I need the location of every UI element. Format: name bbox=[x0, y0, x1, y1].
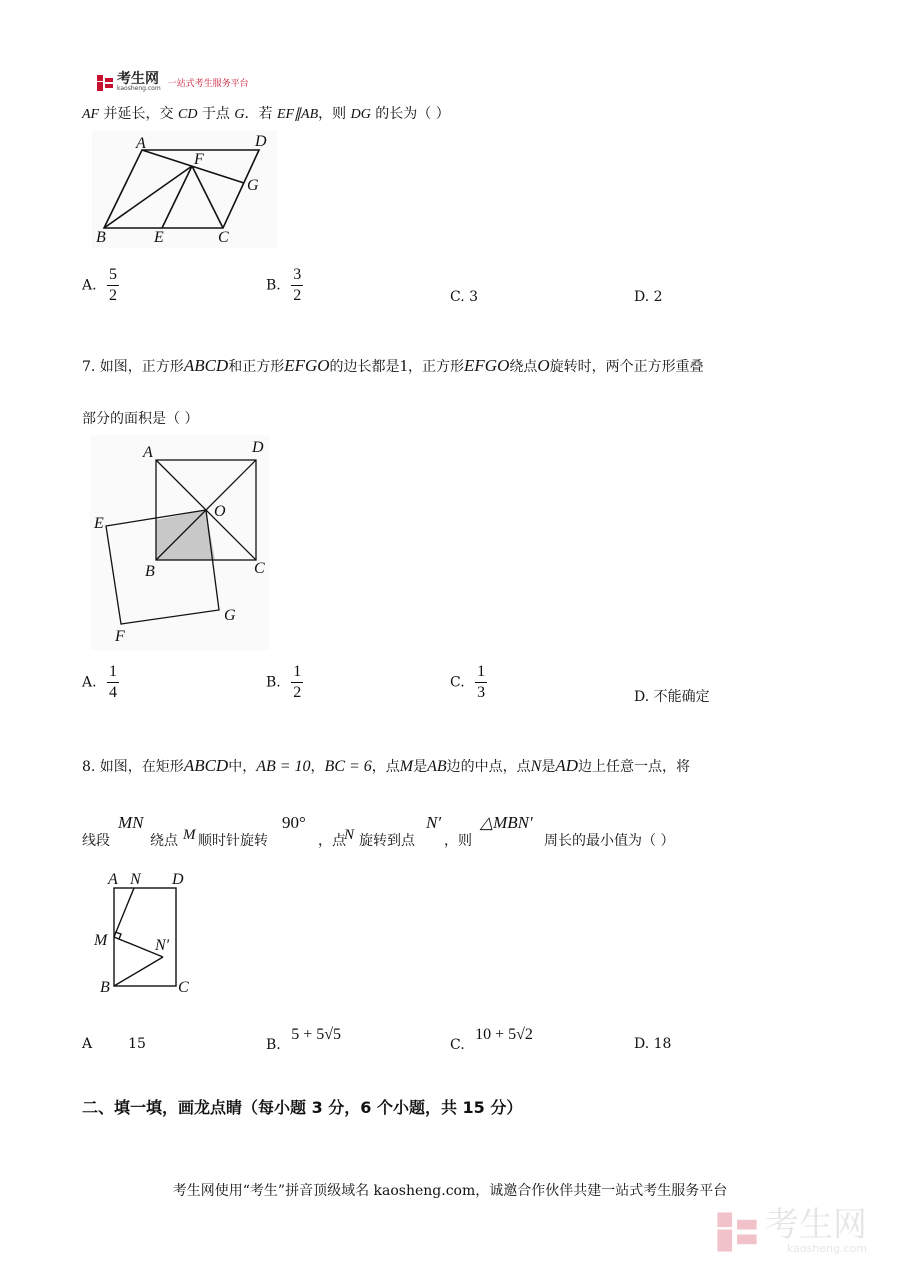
section-2-heading: 二、填一填，画龙点睛（每小题 3 分，6 个小题，共 15 分） bbox=[82, 1098, 523, 1117]
q7-label-G: G bbox=[224, 607, 236, 624]
q7-label-B: B bbox=[145, 563, 155, 580]
q8-label-C: C bbox=[178, 979, 189, 996]
q8-nprime: N′ bbox=[426, 813, 442, 832]
q7-label-C: C bbox=[254, 560, 265, 577]
q8-stem-line1: 8. 如图，在矩形ABCD中，AB = 10，BC = 6，点M是AB边的中点，点N是AD边上任意一点，将 bbox=[82, 756, 691, 775]
q8-stem-line2a: 线段 bbox=[82, 833, 110, 849]
q8-label-B: B bbox=[100, 979, 110, 996]
logo-domain: kaosheng.com bbox=[117, 85, 161, 92]
q6-text: AF 并延长，交 CD 于点 G．若 EF∥AB，则 DG 的长为（ ） bbox=[82, 106, 450, 122]
q8-figure bbox=[90, 866, 200, 996]
logo-name: 考生网 bbox=[117, 71, 159, 87]
q8-angle: 90° bbox=[282, 813, 306, 832]
q8-stem-line2m: 周长的最小值为（ ） bbox=[544, 833, 675, 849]
q8-label-D: D bbox=[172, 871, 184, 888]
q6-label-D: D bbox=[255, 133, 267, 150]
q8-label-A: A bbox=[108, 871, 118, 888]
q8-label-N: N bbox=[130, 871, 141, 888]
watermark-name: 考生网 bbox=[765, 1205, 867, 1245]
q7-label-E: E bbox=[94, 515, 104, 532]
q8-option-d[interactable]: D. 18 bbox=[634, 1036, 672, 1052]
q6-label-A: A bbox=[136, 135, 146, 152]
q6-label-F: F bbox=[194, 151, 204, 168]
q6-label-C: C bbox=[218, 229, 229, 246]
header-logo bbox=[96, 73, 249, 92]
q7-label-O: O bbox=[214, 503, 226, 520]
q7-option-a[interactable]: A. $\frac{1}{4}$ bbox=[82, 663, 118, 701]
q7-label-F: F bbox=[115, 628, 125, 645]
q8-option-c[interactable]: C. 10 + 5√2 bbox=[450, 1026, 533, 1053]
logo-icon bbox=[96, 74, 114, 92]
q8-n: N bbox=[344, 827, 355, 843]
q8-stem-line2g: ，点 bbox=[318, 833, 346, 849]
q8-stem-line2e: 顺时针旋转 bbox=[198, 833, 268, 849]
watermark-logo-icon bbox=[715, 1210, 759, 1254]
q8-option-b[interactable]: B. 5 + 5√5 bbox=[266, 1026, 342, 1053]
q6-option-c[interactable]: C. 3 bbox=[450, 289, 479, 305]
q7-option-d[interactable]: D. 不能确定 bbox=[634, 689, 710, 705]
q8-stem-line2i: 旋转到点 bbox=[359, 833, 415, 849]
footer-text: 考生网使用“考生”拼音顶级域名 kaosheng.com，诚邀合作伙伴共建一站式考生服务平台 bbox=[172, 1183, 728, 1199]
q8-triangle: △MBN′ bbox=[480, 813, 533, 832]
q6-option-b[interactable]: B. $\frac{3}{2}$ bbox=[266, 266, 302, 304]
q6-option-d[interactable]: D. 2 bbox=[634, 289, 663, 305]
q7-figure bbox=[90, 435, 270, 650]
q7-label-A: A bbox=[143, 444, 153, 461]
q8-m: M bbox=[183, 827, 196, 843]
q7-label-D: D bbox=[252, 439, 264, 456]
q8-label-M: M bbox=[94, 932, 108, 949]
q8-stem-line2k: ，则 bbox=[444, 833, 472, 849]
q6-label-E: E bbox=[154, 229, 164, 246]
q8-stem-line2c: 绕点 bbox=[150, 833, 178, 849]
watermark-domain: kaosheng.com bbox=[786, 1242, 867, 1255]
q6-figure bbox=[92, 130, 277, 248]
q8-mn: MN bbox=[118, 813, 144, 832]
logo-slogan: 一站式考生服务平台 bbox=[167, 79, 249, 89]
q8-label-Np: N′ bbox=[155, 937, 170, 954]
q7-stem-line1: 7. 如图，正方形ABCD和正方形EFGO的边长都是1，正方形EFGO绕点O旋转时，两个正方形重叠 bbox=[82, 356, 704, 375]
q6-label-B: B bbox=[96, 229, 106, 246]
q7-option-b[interactable]: B. $\frac{1}{2}$ bbox=[266, 663, 302, 701]
q6-option-a[interactable]: A. $\frac{5}{2}$ bbox=[82, 266, 118, 304]
q8-option-a[interactable]: A 15 bbox=[82, 1036, 146, 1052]
q7-option-c[interactable]: C. $\frac{1}{3}$ bbox=[450, 663, 486, 701]
watermark bbox=[715, 1205, 867, 1255]
q6-label-G: G bbox=[247, 177, 259, 194]
q7-stem-line2: 部分的面积是（ ） bbox=[82, 411, 199, 427]
